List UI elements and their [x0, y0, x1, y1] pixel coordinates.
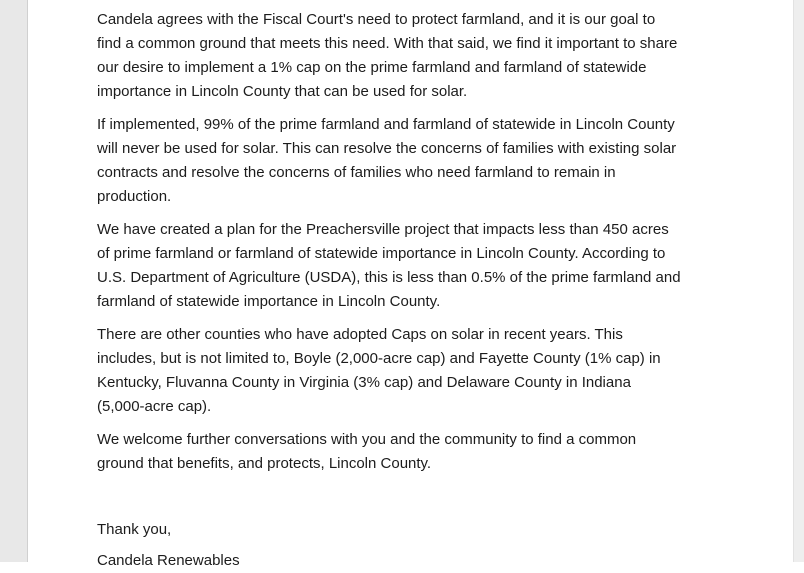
text-line: (5,000-acre cap). [97, 398, 212, 415]
text-line: There are other counties who have adopted Caps on solar in recent years. This [97, 326, 623, 343]
letter-paragraph [97, 428, 737, 476]
letter-paragraph [97, 8, 737, 104]
signature-line: Candela Renewables [97, 552, 240, 569]
letter-paragraph [97, 113, 737, 209]
text-line: of prime farmland or farmland of statewide importance in Lincoln County. According to [97, 245, 666, 262]
text-line: Candela agrees with the Fiscal Court's need to protect farmland, and it is our goal to [97, 11, 656, 28]
letter-page [28, 0, 793, 569]
closing-line: Thank you, [97, 521, 172, 538]
text-line: contracts and resolve the concerns of families who need farmland to remain in [97, 164, 616, 181]
text-line: U.S. Department of Agriculture (USDA), this is less than 0.5% of the prime farmland and [97, 269, 681, 286]
text-line: ground that benefits, and protects, Lincoln County. [97, 455, 432, 472]
letter-body [97, 8, 737, 573]
letter-paragraph [97, 218, 737, 314]
text-line: If implemented, 99% of the prime farmland and farmland of statewide in Lincoln County [97, 116, 675, 133]
text-line: We have created a plan for the Preachersville project that impacts less than 450 acres [97, 221, 669, 238]
text-line: includes, but is not limited to, Boyle (2,000-acre cap) and Fayette County (1% cap) in [97, 350, 661, 367]
text-line: will never be used for solar. This can resolve the concerns of families with existing solar [97, 140, 677, 157]
text-line: our desire to implement a 1% cap on the prime farmland and farmland of statewide [97, 59, 647, 76]
text-line: Kentucky, Fluvanna County in Virginia (3% cap) and Delaware County in Indiana [97, 374, 631, 391]
text-line: production. [97, 188, 172, 205]
letter-paragraphs [97, 8, 737, 476]
text-line: We welcome further conversations with you and the community to find a common [97, 431, 637, 448]
text-line: farmland of statewide importance in Lincoln County. [97, 293, 441, 310]
left-page-margin [0, 0, 28, 562]
text-line: find a common ground that meets this need. With that said, we find it important to share [97, 35, 678, 52]
letter-paragraph [97, 323, 737, 419]
text-line: importance in Lincoln County that can be used for solar. [97, 83, 468, 100]
right-page-margin [793, 0, 804, 562]
